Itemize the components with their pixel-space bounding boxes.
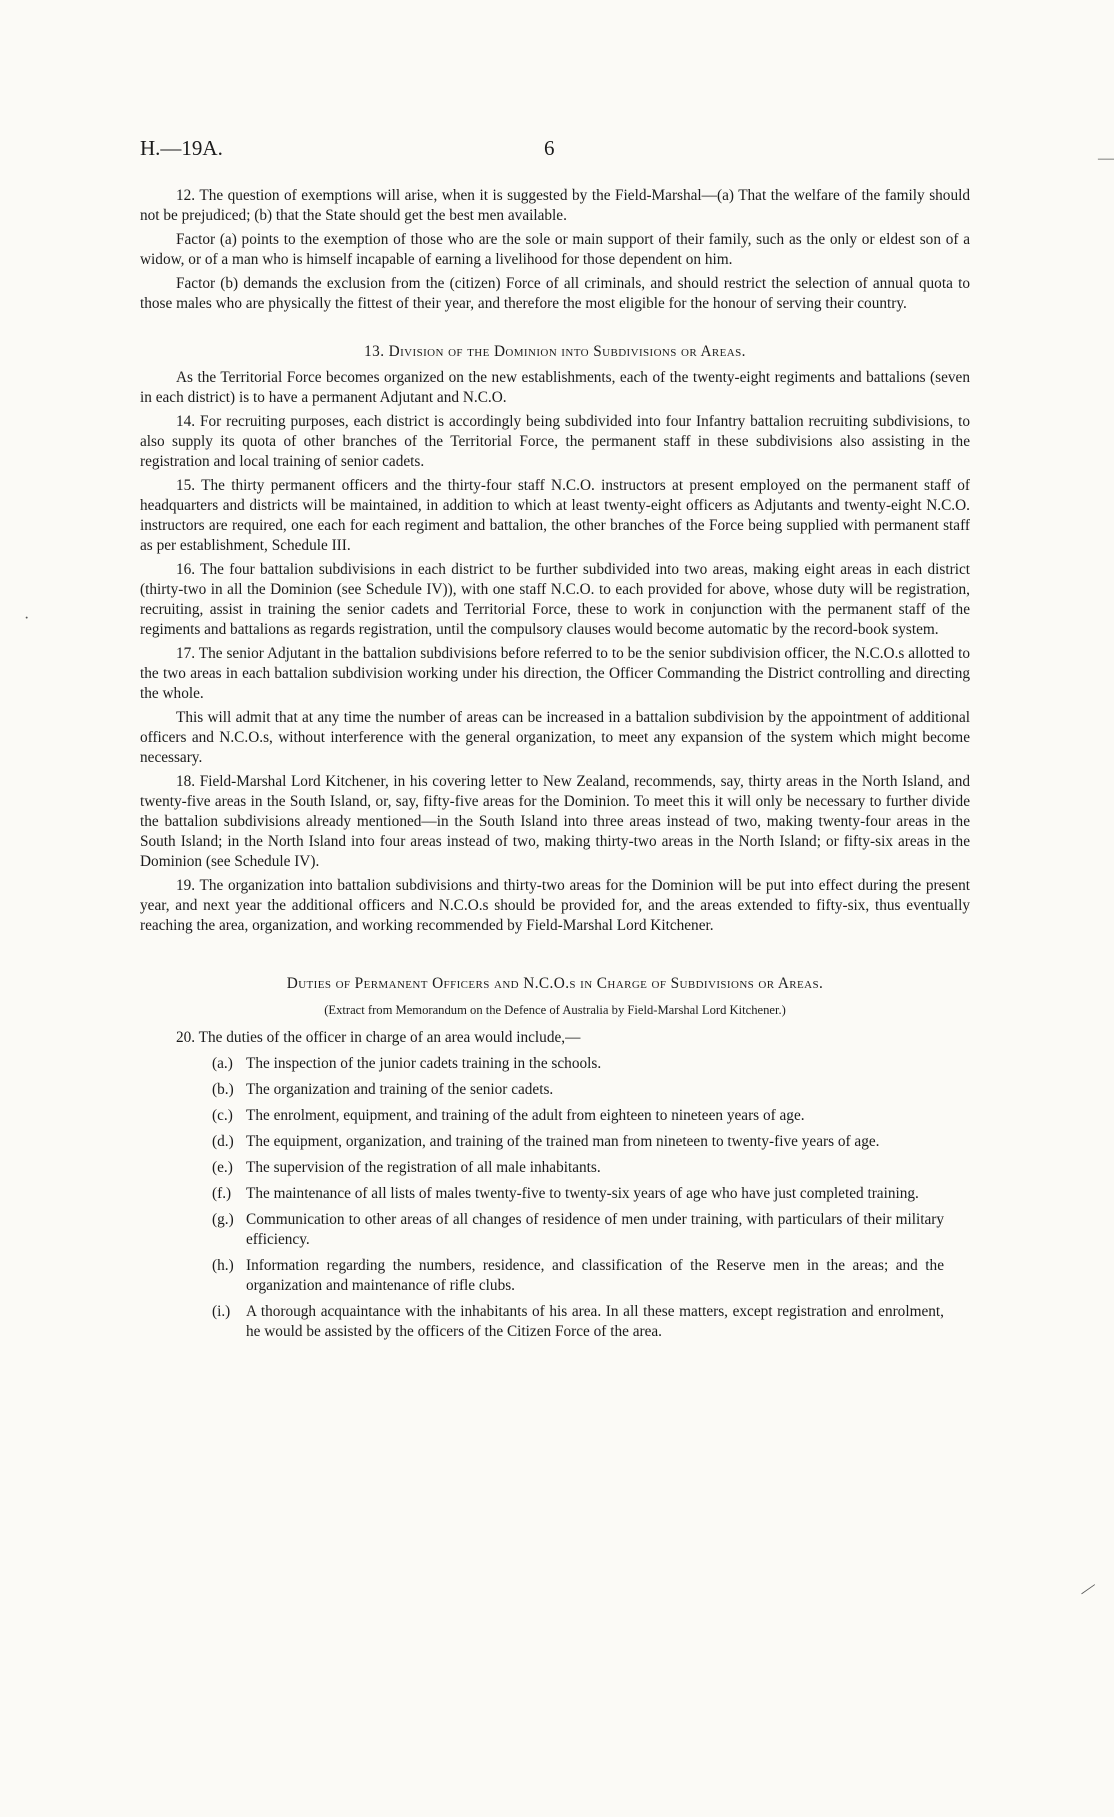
item-label: (h.) bbox=[212, 1257, 234, 1274]
paragraph-20: 20. The duties of the officer in charge of an area would include,— bbox=[176, 1029, 581, 1046]
paragraph-19: 19. The organization into battalion subdivisions and thirty-two areas for the Dominion will be put into effect during the present year, and next year the additional officers and N.C.O.s should be provided for, and the areas extended to fifty-six, thus eventually reaching the area, organization, and working recommended by Field-Marshal Lord Kitchener. bbox=[140, 877, 970, 934]
paragraph-15: 15. The thirty permanent officers and the thirty-four staff N.C.O. instructors at present employed on the permanent staff of headquarters and districts will be maintained, in addition to which at least twenty-eight officers as Adjutants and twenty-eight N.C.O. instructors are required, one each for each regiment and battalion, the other branches of the Force being supplied with permanent staff as per establishment, Schedule III. bbox=[140, 477, 970, 554]
page-header bbox=[140, 136, 970, 162]
item-label: (d.) bbox=[212, 1133, 234, 1150]
list-item bbox=[212, 1256, 970, 1296]
item-label: (a.) bbox=[212, 1055, 233, 1072]
item-label: (f.) bbox=[212, 1185, 232, 1202]
item-text: The maintenance of all lists of males twenty-five to twenty-six years of age who have just completed training. bbox=[246, 1185, 919, 1202]
document-reference: H.—19A. bbox=[140, 136, 223, 160]
paragraph-16: 16. The four battalion subdivisions in each district to be further subdivided into two areas, making eight areas in each district (thirty-two in all the Dominion (see Schedule IV)), with one staff N.C.O. to each provided for above, whose duty will be registration, recruiting, assist in training the senior cadets and Territorial Force, these to work in conjunction with the permanent staff of the regiments and battalions as regards registration, until the compulsory clauses would become automatic by the record-book system. bbox=[140, 561, 970, 638]
item-text: Communication to other areas of all changes of residence of men under training, with particulars of their military efficiency. bbox=[246, 1211, 944, 1248]
item-text: The inspection of the junior cadets training in the schools. bbox=[246, 1055, 602, 1072]
margin-mark: — bbox=[1098, 150, 1114, 167]
list-item bbox=[212, 1302, 970, 1342]
list-item bbox=[212, 1106, 970, 1126]
section-13-heading: 13. Division of the Dominion into Subdivisions or Areas. bbox=[364, 343, 746, 360]
paragraph-factor-b: Factor (b) demands the exclusion from the (citizen) Force of all criminals, and should restrict the selection of annual quota to those males who are physically the fittest of their year, and therefore the most eligible for the honour of serving their country. bbox=[140, 275, 970, 312]
list-item bbox=[212, 1184, 970, 1204]
item-text: The organization and training of the senior cadets. bbox=[246, 1081, 554, 1098]
list-item bbox=[212, 1158, 970, 1178]
duties-extract-note: (Extract from Memorandum on the Defence of Australia by Field-Marshal Lord Kitchener.) bbox=[324, 1003, 786, 1017]
paragraph-18: 18. Field-Marshal Lord Kitchener, in his covering letter to New Zealand, recommends, say, thirty areas in the North Island, and twenty-five areas in the South Island, or, say, fifty-five areas for the Dominion. To meet this it will only be necessary to further divide the battalion subdivisions already mentioned—in the South Island into three areas instead of two, making twenty-four areas in the South Island; in the North Island into four areas instead of two, making thirty-two areas in the North Island; or fifty-six areas in the Dominion (see Schedule IV). bbox=[140, 773, 970, 870]
page-number: 6 bbox=[544, 136, 555, 160]
item-text: The equipment, organization, and training of the trained man from nineteen to twenty-five years of age. bbox=[246, 1133, 880, 1150]
paragraph-12: 12. The question of exemptions will arise, when it is suggested by the Field-Marshal—(a) That the welfare of the family should not be prejudiced; (b) that the State should get the best men available. bbox=[140, 187, 970, 224]
paragraph-13-text: As the Territorial Force becomes organized on the new establishments, each of the twenty-eight regiments and battalions (seven in each district) is to have a permanent Adjutant and N.C.O. bbox=[140, 369, 970, 406]
list-item bbox=[212, 1210, 970, 1250]
item-label: (g.) bbox=[212, 1211, 234, 1228]
list-item bbox=[212, 1080, 970, 1100]
duties-heading: Duties of Permanent Officers and N.C.O.s in Charge of Subdivisions or Areas. bbox=[286, 975, 824, 992]
paragraph-17: 17. The senior Adjutant in the battalion subdivisions before referred to to be the senior subdivision officer, the N.C.O.s allotted to the two areas in each battalion subdivision working under his direction, the Officer Commanding the District controlling and directing the whole. bbox=[140, 645, 970, 702]
margin-mark: · bbox=[24, 610, 30, 627]
item-label: (c.) bbox=[212, 1107, 233, 1124]
item-text: A thorough acquaintance with the inhabitants of his area. In all these matters, except registration and enrolment, he would be assisted by the officers of the Citizen Force of the area. bbox=[246, 1303, 944, 1340]
paragraph-factor-a: Factor (a) points to the exemption of those who are the sole or main support of their family, such as the only or eldest son of a widow, or of a man who is himself incapable of earning a livelihood for those dependent on him. bbox=[140, 231, 970, 268]
item-text: The enrolment, equipment, and training of the adult from eighteen to nineteen years of age. bbox=[246, 1107, 805, 1124]
list-item bbox=[212, 1054, 970, 1074]
item-text: Information regarding the numbers, residence, and classification of the Reserve men in the areas; and the organization and maintenance of rifle clubs. bbox=[246, 1257, 944, 1294]
item-text: The supervision of the registration of all male inhabitants. bbox=[246, 1159, 601, 1176]
document-body bbox=[140, 186, 970, 1348]
item-label: (b.) bbox=[212, 1081, 234, 1098]
list-item bbox=[212, 1132, 970, 1152]
duties-list bbox=[140, 1054, 970, 1342]
item-label: (i.) bbox=[212, 1303, 231, 1320]
item-label: (e.) bbox=[212, 1159, 233, 1176]
paragraph-17-continued: This will admit that at any time the number of areas can be increased in a battalion subdivision by the appointment of additional officers and N.C.O.s, without interference with the general organization, to meet any expansion of the system which might become necessary. bbox=[140, 709, 970, 766]
margin-mark: — bbox=[1076, 1577, 1100, 1601]
paragraph-14: 14. For recruiting purposes, each district is accordingly being subdivided into four Infantry battalion recruiting subdivisions, to also supply its quota of other branches of the Territorial Force, the permanent staff in these subdivisions also assisting in the registration and local training of senior cadets. bbox=[140, 413, 970, 470]
